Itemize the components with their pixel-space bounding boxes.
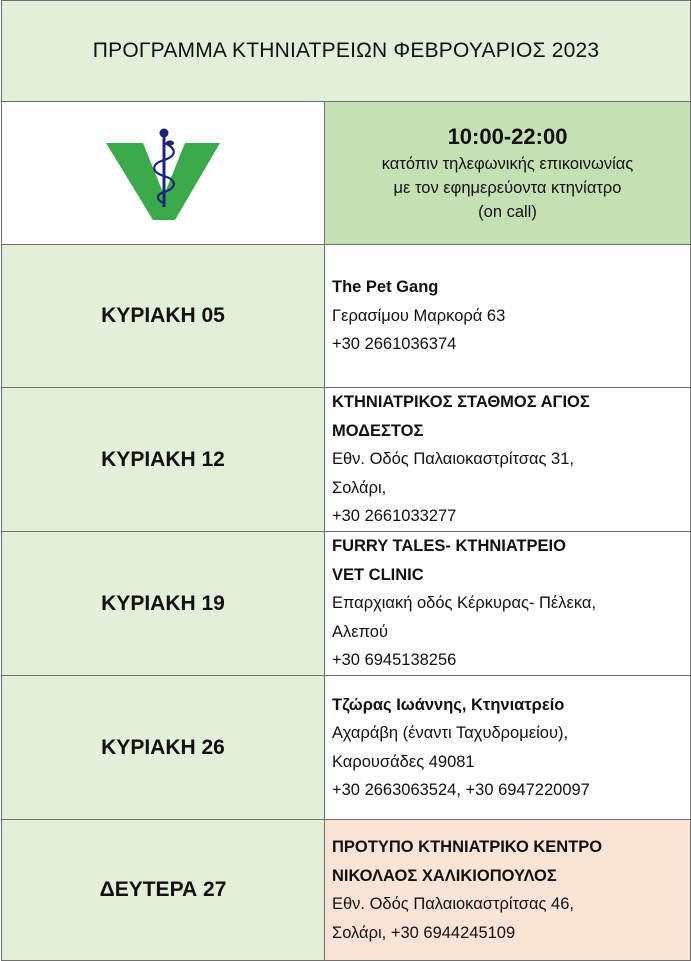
- hours-time: 10:00-22:00: [447, 124, 568, 149]
- clinic-phone: +30 2661036374: [332, 335, 457, 354]
- clinic-name: FURRY TALES- ΚΤΗΝΙΑΤΡΕΙΟ: [332, 537, 566, 556]
- clinic-phone: +30 2663063524, +30 6947220097: [332, 781, 590, 799]
- clinic-name-cont: VET CLINIC: [332, 565, 424, 584]
- page-title: ΠΡΟΓΡΑΜΜΑ ΚΤΗΝΙΑΤΡΕΙΩΝ ΦΕΒΡΟΥΑΡΙΟΣ 2023: [2, 1, 691, 102]
- day-label: ΚΥΡΙΑΚΗ 05: [2, 245, 325, 388]
- caduceus-v-icon: [103, 123, 223, 223]
- vet-schedule-table: [1, 0, 691, 961]
- schedule-row: [2, 532, 691, 676]
- clinic-address: Γερασίμου Μαρκορά 63: [332, 306, 506, 325]
- clinic-name: Τζώρας Ιωάννης, Κτηνιατρείο: [332, 695, 565, 714]
- hours-note-2: με τον εφημερεύοντα κτηνίατρο: [393, 179, 622, 197]
- day-label: ΔΕΥΤΕΡΑ 27: [2, 820, 325, 961]
- clinic-info: [325, 676, 691, 820]
- day-label: ΚΥΡΙΑΚΗ 19: [2, 532, 325, 676]
- clinic-info: [325, 820, 691, 961]
- clinic-info: [325, 388, 691, 532]
- clinic-name-cont: ΝΙΚΟΛΑΟΣ ΧΑΛΙΚΙΟΠΟΥΛΟΣ: [332, 866, 557, 885]
- hours-note-1: κατόπιν τηλεφωνικής επικοινωνίας: [381, 155, 634, 173]
- clinic-locality: Αλεπού: [332, 622, 388, 641]
- clinic-address: Επαρχιακή οδός Κέρκυρας- Πέλεκα,: [332, 594, 597, 613]
- clinic-name: ΠΡΟΤΥΠΟ ΚΤΗΝΙΑΤΡΙΚΟ ΚΕΝΤΡΟ: [332, 838, 603, 856]
- schedule-row: [2, 388, 691, 532]
- schedule-row: [2, 676, 691, 820]
- clinic-name-cont: ΜΟΔΕΣΤΟΣ: [332, 421, 424, 440]
- clinic-info: [325, 532, 691, 676]
- clinic-address: Εθν. Οδός Παλαιοκαστρίτσας 46,: [332, 895, 574, 913]
- clinic-phone: +30 6945138256: [332, 651, 457, 670]
- hours-note-3: (on call): [478, 203, 537, 221]
- hours-cell: [325, 102, 691, 245]
- schedule-row: [2, 820, 691, 961]
- clinic-locality: Σολάρι,: [332, 478, 387, 497]
- clinic-address: Αχαράβη (έναντι Ταχυδρομείου),: [332, 724, 569, 742]
- clinic-name: ΚΤΗΝΙΑΤΡΙΚΟΣ ΣΤΑΘΜΟΣ ΑΓΙΟΣ: [332, 393, 590, 412]
- day-label: ΚΥΡΙΑΚΗ 26: [2, 676, 325, 820]
- day-label: ΚΥΡΙΑΚΗ 12: [2, 388, 325, 532]
- clinic-locality: Καρουσάδες 49081: [332, 752, 475, 771]
- clinic-info: [325, 245, 691, 388]
- header-row: [2, 102, 691, 245]
- schedule-row: [2, 245, 691, 388]
- logo-cell: [2, 102, 325, 245]
- clinic-address: Εθν. Οδός Παλαιοκαστρίτσας 31,: [332, 450, 574, 469]
- title-row: [2, 1, 691, 102]
- clinic-phone: +30 2661033277: [332, 507, 457, 526]
- clinic-name: The Pet Gang: [332, 278, 439, 297]
- clinic-locality-phone: Σολάρι, +30 6944245109: [332, 923, 516, 942]
